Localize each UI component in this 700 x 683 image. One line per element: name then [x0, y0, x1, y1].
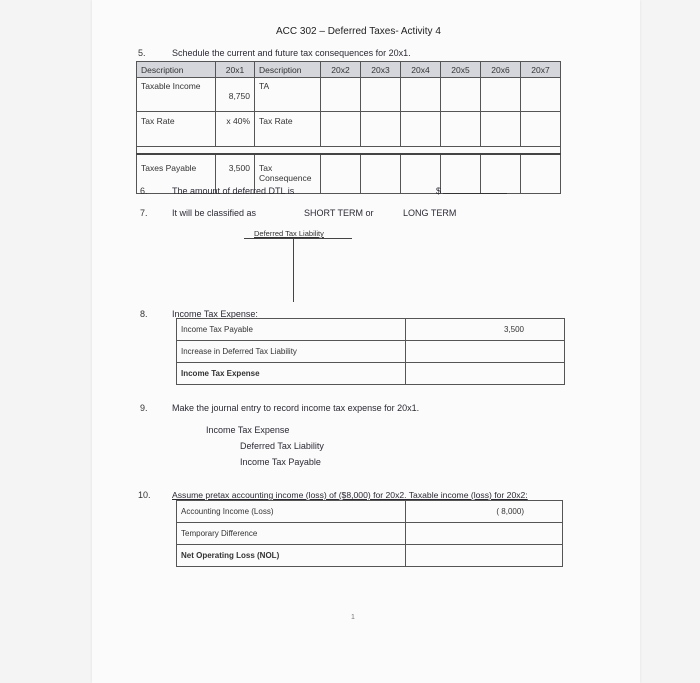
page-title: ACC 302 – Deferred Taxes- Activity 4 — [276, 26, 441, 37]
value-tax-rate: x 40% — [216, 112, 255, 147]
ite-value-payable: 3,500 — [406, 319, 565, 341]
nol-label-temporary: Temporary Difference — [177, 523, 406, 545]
ite-row-expense — [177, 363, 565, 385]
q10-number: 10. — [138, 490, 151, 500]
header-description-2: Description — [255, 62, 321, 78]
cell-rate-20x5[interactable] — [441, 112, 481, 147]
schedule-header-row — [137, 62, 561, 78]
value-taxable-income: 8,750 — [228, 91, 250, 101]
header-20x1: 20x1 — [216, 62, 255, 78]
ite-label-payable: Income Tax Payable — [177, 319, 406, 341]
value-taxes-payable: 3,500 — [216, 154, 255, 194]
ite-value-expense[interactable] — [406, 363, 565, 385]
q7-number: 7. — [140, 208, 148, 218]
page-mark: 1 — [351, 614, 355, 621]
t-account-title: Deferred Tax Liability — [254, 229, 324, 238]
q5-number: 5. — [138, 48, 146, 58]
je-debit-income-tax-expense: Income Tax Expense — [206, 425, 290, 435]
cell-conseq-20x4[interactable] — [401, 154, 441, 194]
cell-conseq-20x2[interactable] — [321, 154, 361, 194]
je-credit-income-tax-payable: Income Tax Payable — [240, 457, 321, 467]
label-tax-rate: Tax Rate — [137, 112, 216, 147]
q9-text: Make the journal entry to record income tax expense for 20x1. — [172, 403, 420, 413]
cell-rate-20x4[interactable] — [401, 112, 441, 147]
nol-row-nol — [177, 545, 563, 567]
t-account-stem — [293, 238, 294, 302]
short-term-option[interactable]: SHORT TERM or — [304, 208, 374, 218]
cell-rate-20x6[interactable] — [481, 112, 521, 147]
cell-ta-20x7[interactable] — [521, 78, 561, 112]
q6-number: 6. — [140, 186, 148, 196]
cell-ta-20x6[interactable] — [481, 78, 521, 112]
cell-conseq-20x7[interactable] — [521, 154, 561, 194]
cell-rate-20x3[interactable] — [361, 112, 401, 147]
ite-row-increase — [177, 341, 565, 363]
cell-ta-20x2[interactable] — [321, 78, 361, 112]
q7-text: It will be classified as — [172, 208, 257, 218]
header-20x4: 20x4 — [401, 62, 441, 78]
q6-text: The amount of deferred DTL is — [172, 186, 295, 196]
header-20x2: 20x2 — [321, 62, 361, 78]
ite-row-payable — [177, 319, 565, 341]
label-taxes-payable: Taxes Payable — [137, 154, 216, 194]
label-ta: TA — [255, 78, 321, 112]
header-20x5: 20x5 — [441, 62, 481, 78]
q8-number: 8. — [140, 309, 148, 319]
cell-rate-20x2[interactable] — [321, 112, 361, 147]
cell-conseq-20x3[interactable] — [361, 154, 401, 194]
header-20x3: 20x3 — [361, 62, 401, 78]
tax-schedule-table — [136, 61, 561, 194]
je-credit-deferred-tax-liability: Deferred Tax Liability — [240, 441, 324, 451]
row-taxable-income — [137, 78, 561, 112]
ite-label-increase: Increase in Deferred Tax Liability — [177, 341, 406, 363]
header-20x6: 20x6 — [481, 62, 521, 78]
long-term-option[interactable]: LONG TERM — [403, 208, 457, 218]
q10-text: Assume pretax accounting income (loss) of ($8,000) for 20x2. Taxable income (loss) for 20x2: — [172, 490, 528, 500]
dollar-sign: $ — [436, 186, 442, 196]
q6-answer[interactable] — [436, 186, 507, 196]
q5-prompt: Schedule the current and future tax consequences for 20x1. — [172, 48, 411, 58]
q6-blank[interactable] — [443, 193, 507, 194]
label-tax-rate-2: Tax Rate — [255, 112, 321, 147]
header-20x7: 20x7 — [521, 62, 561, 78]
cell-ta-20x5[interactable] — [441, 78, 481, 112]
row-tax-rate — [137, 112, 561, 147]
nol-row-temporary — [177, 523, 563, 545]
income-tax-expense-table — [176, 318, 565, 385]
ite-value-increase[interactable] — [406, 341, 565, 363]
nol-label-accounting: Accounting Income (Loss) — [177, 501, 406, 523]
nol-value-accounting: ( 8,000) — [406, 501, 563, 523]
nol-table — [176, 500, 563, 567]
cell-ta-20x3[interactable] — [361, 78, 401, 112]
label-taxable-income: Taxable Income — [137, 78, 216, 112]
q9-number: 9. — [140, 403, 148, 413]
cell-ta-20x4[interactable] — [401, 78, 441, 112]
schedule-spacer-row — [137, 147, 561, 155]
nol-value-temporary[interactable] — [406, 523, 563, 545]
nol-value-nol[interactable] — [406, 545, 563, 567]
nol-row-accounting — [177, 501, 563, 523]
nol-label-nol: Net Operating Loss (NOL) — [177, 545, 406, 567]
cell-rate-20x7[interactable] — [521, 112, 561, 147]
q8-heading: Income Tax Expense: — [172, 309, 258, 319]
header-description: Description — [137, 62, 216, 78]
ite-label-expense: Income Tax Expense — [177, 363, 406, 385]
t-account-top-line — [244, 238, 352, 239]
label-tax-consequence: Tax Consequence — [255, 154, 321, 194]
